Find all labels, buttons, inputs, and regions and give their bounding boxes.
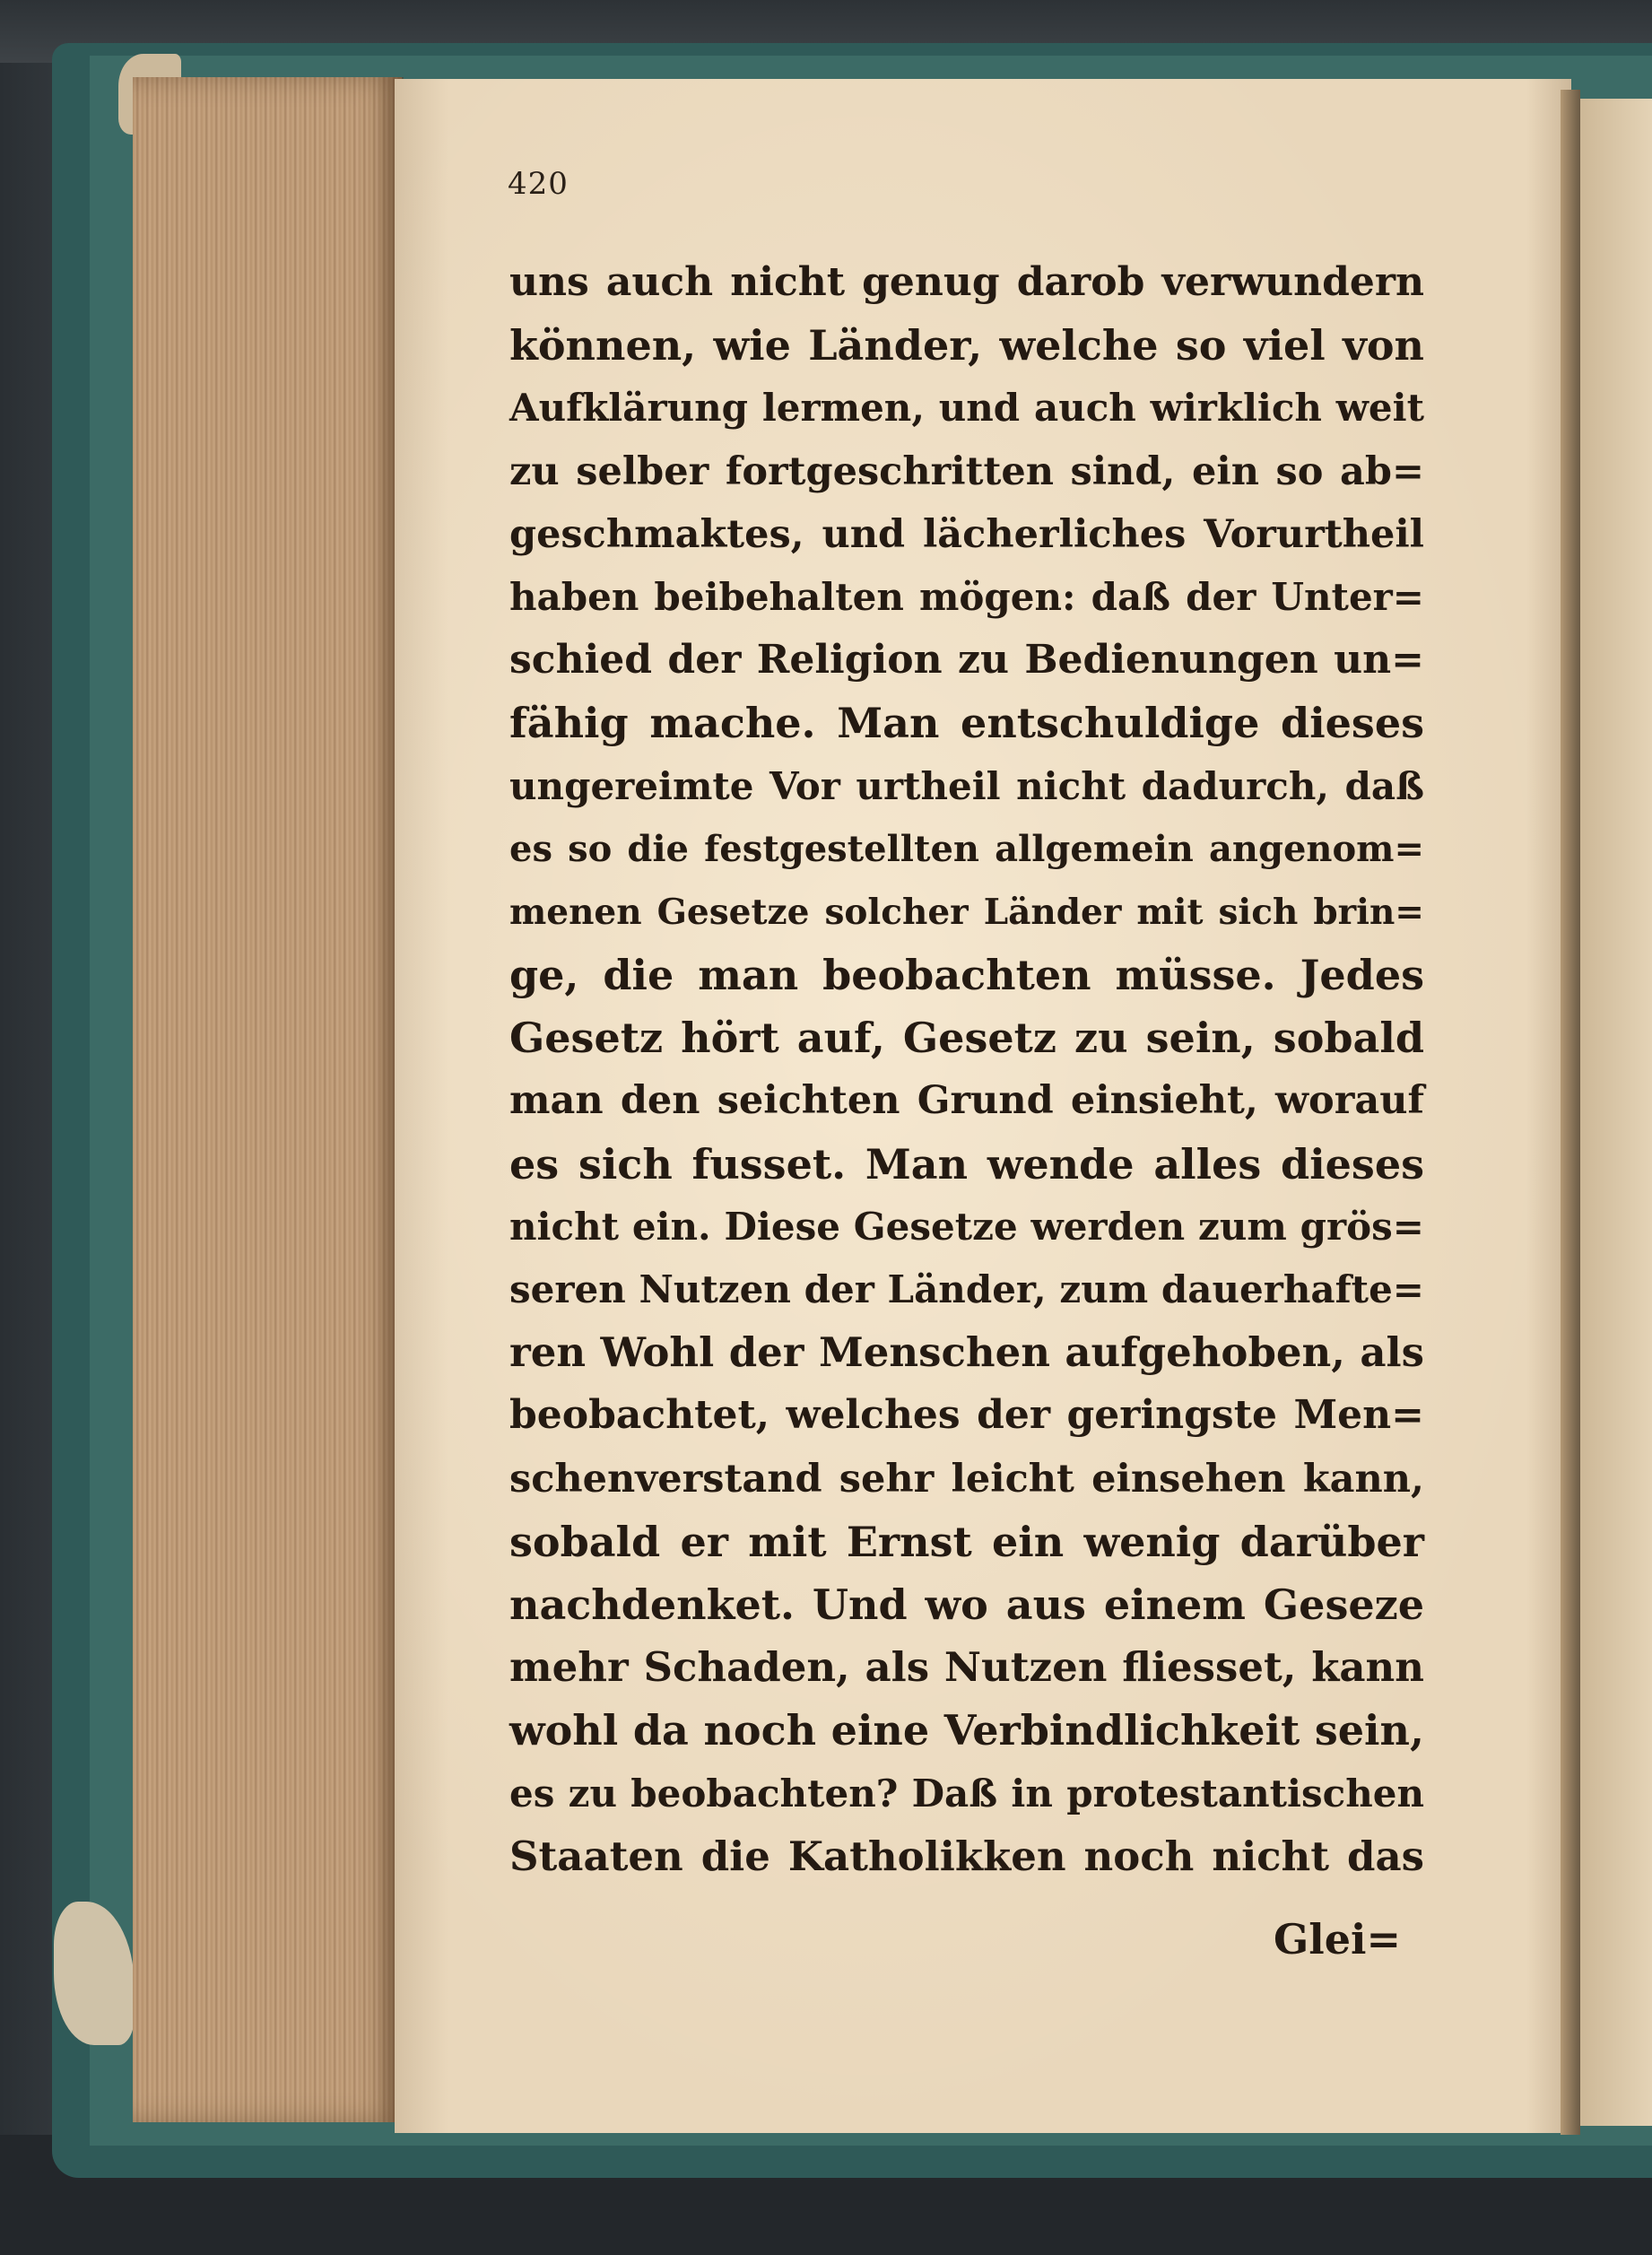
text-line: geschmaktes, und lächerliches Vorurtheil	[509, 511, 1424, 557]
text-line: können, wie Länder, welche so viel von	[509, 321, 1424, 370]
text-line: es so die festgestellten allgemein angenom=	[509, 827, 1424, 870]
book-gutter	[1561, 90, 1580, 2135]
text-line: beobachtet, welches der geringste Men=	[509, 1392, 1424, 1439]
text-line: es zu beobachten? Daß in protestantischen	[509, 1771, 1424, 1815]
text-line: nachdenket. Und wo aus einem Geseze	[509, 1580, 1424, 1629]
catchword: Glei=	[1274, 1915, 1402, 1963]
text-line: sobald er mit Ernst ein wenig darüber	[509, 1517, 1424, 1566]
text-line: ge, die man beobachten müsse. Jedes	[509, 951, 1424, 1000]
page-edges	[133, 77, 402, 2122]
text-line: Staaten die Katholikken noch nicht das	[509, 1832, 1424, 1880]
text-line: mehr Schaden, als Nutzen fliesset, kann	[509, 1643, 1424, 1692]
text-line: seren Nutzen der Länder, zum dauerhafte=	[509, 1267, 1424, 1311]
text-line: fähig mache. Man entschuldige dieses	[509, 699, 1424, 748]
page-number: 420	[508, 166, 569, 202]
page-text	[509, 251, 1424, 1888]
text-line: Gesetz hört auf, Gesetz zu sein, sobald	[509, 1014, 1424, 1063]
text-line: Aufklärung lermen, und auch wirklich weit	[509, 386, 1424, 431]
text-line: menen Gesetze solcher Länder mit sich brin=	[509, 891, 1424, 933]
text-line: schenverstand sehr leicht einsehen kann,	[509, 1456, 1424, 1502]
text-line: nicht ein. Diese Gesetze werden zum grös=	[509, 1204, 1424, 1249]
text-line: wohl da noch eine Verbindlichkeit sein,	[509, 1706, 1424, 1755]
text-line: ungereimte Vor urtheil nicht dadurch, daß	[509, 763, 1424, 808]
text-line: schied der Religion zu Bedienungen un=	[509, 637, 1424, 683]
text-line: ren Wohl der Menschen aufgehoben, als	[509, 1328, 1424, 1377]
text-line: uns auch nicht genug darob verwundern	[509, 259, 1424, 305]
text-line: haben beibehalten mögen: daß der Unter=	[509, 574, 1424, 619]
text-line: man den seichten Grund einsieht, worauf	[509, 1078, 1424, 1124]
text-line: zu selber fortgeschritten sind, ein so ab=	[509, 448, 1424, 494]
text-line: es sich fusset. Man wende alles dieses	[509, 1139, 1424, 1188]
facing-page	[1580, 99, 1652, 2126]
